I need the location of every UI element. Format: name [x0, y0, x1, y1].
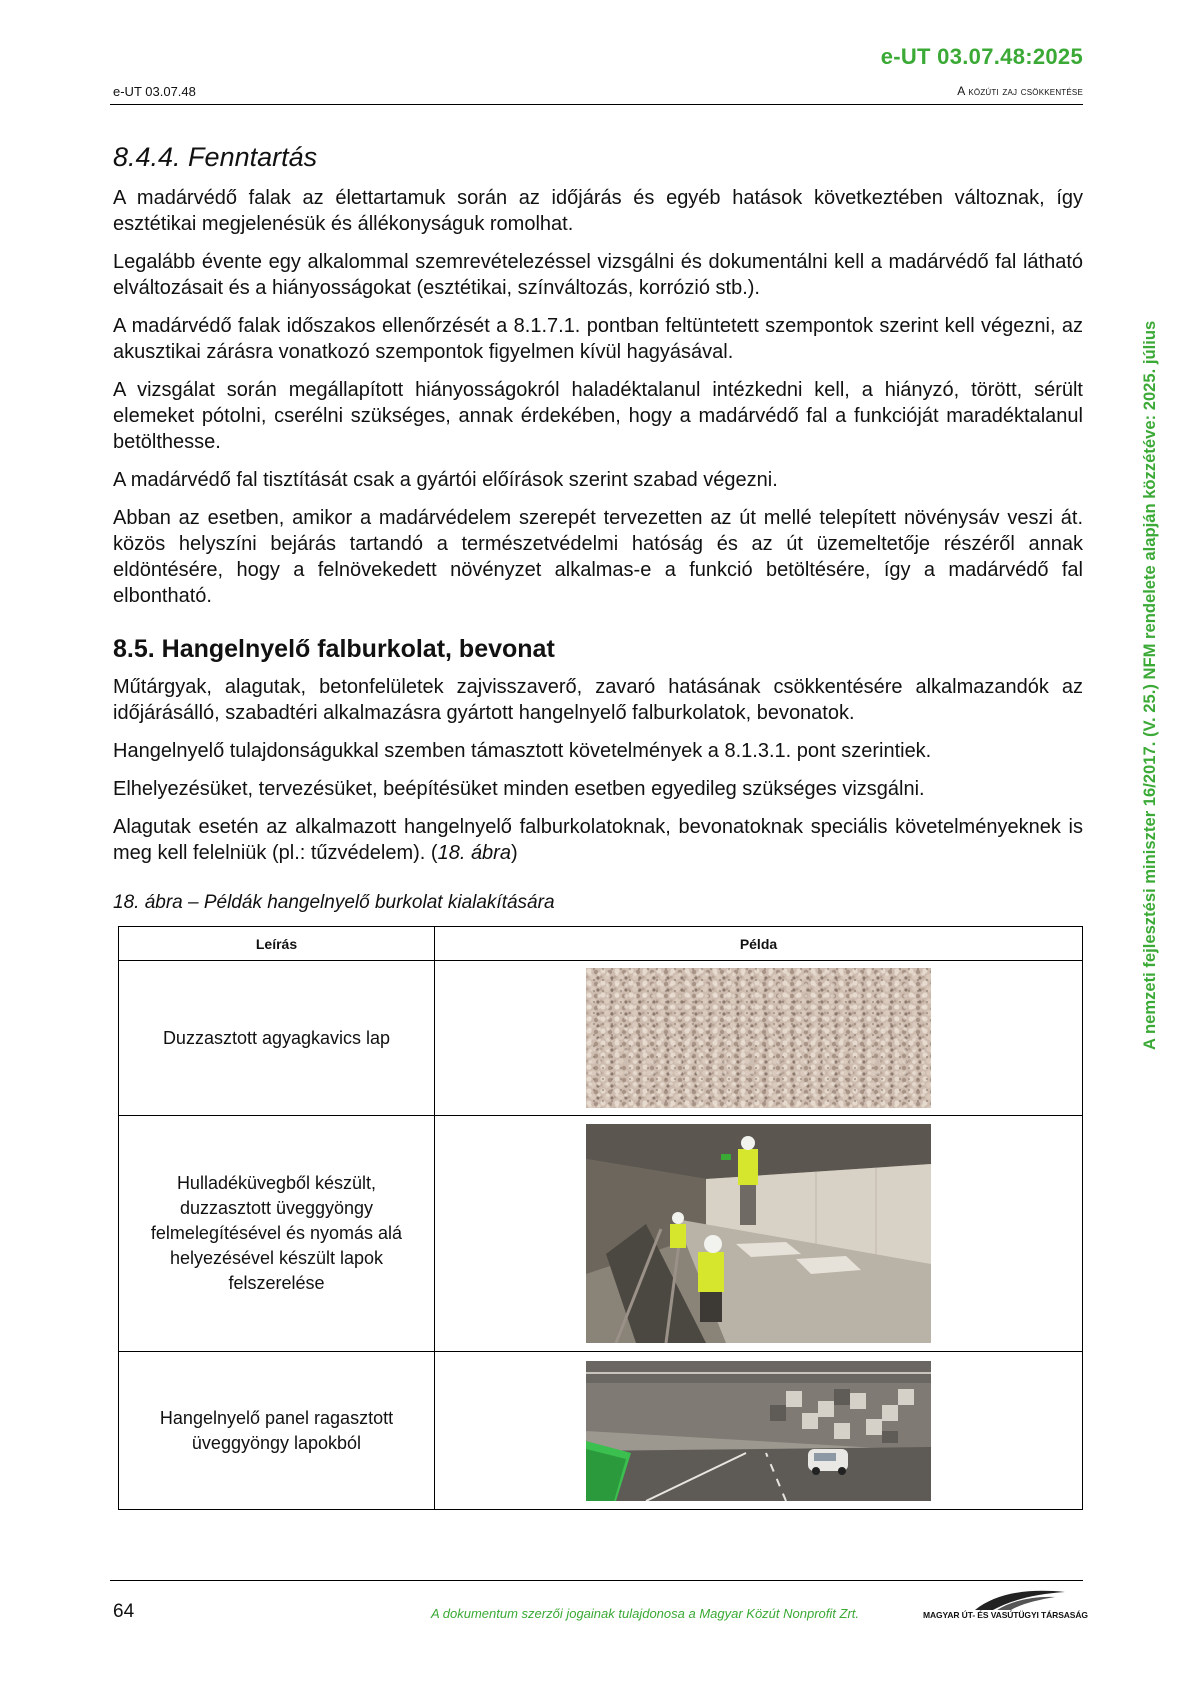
header-rule	[110, 104, 1083, 105]
paragraph-text: Alagutak esetén az alkalmazott hangelnyelő falburkolatoknak, bevonatoknak speciális követelményeknek is meg kell felelniük (pl.: tűzvédelem). (	[113, 816, 1083, 864]
section-8-4-4-heading: 8.4.4. Fenntartás	[113, 142, 318, 172]
page-content	[113, 140, 1083, 1510]
side-publication-note	[1135, 150, 1165, 1050]
table-header-row	[119, 927, 1083, 961]
section-8-5-heading: 8.5. Hangelnyelő falburkolat, bevonat	[113, 635, 555, 663]
row-description: Hangelnyelő panel ragasztott üveggyöngy lapokból	[119, 1352, 435, 1510]
paragraph: A madárvédő fal tisztítását csak a gyártói előírások szerint szabad végezni.	[113, 469, 778, 491]
table-row	[119, 1352, 1083, 1510]
footer-rule	[110, 1580, 1083, 1581]
row-example	[435, 1352, 1083, 1510]
logo-text: MAGYAR ÚT- ÉS VASÚTÜGYI TÁRSASÁG	[923, 1610, 1088, 1620]
table-row	[119, 1116, 1083, 1352]
header-right: A közúti zaj csökkentése	[957, 84, 1083, 98]
column-header-example: Példa	[435, 927, 1083, 961]
paragraph: A madárvédő falak időszakos ellenőrzését a 8.1.7.1. pontban feltüntetett szempontok szerint kell végezni, az akusztikai zárásra vonatkozó szempontok figyelmen kívül hagyásával.	[113, 315, 1083, 363]
paragraph: Elhelyezésüket, tervezésüket, beépítésüket minden esetben egyedileg szükséges vizsgálni.	[113, 778, 925, 800]
figure-caption: 18. ábra – Példák hangelnyelő burkolat kialakítására	[113, 892, 555, 913]
side-publication-note-text: A nemzeti fejlesztési miniszter 16/2017. (V. 25.) NFM rendelete alapján közzétéve: 2025. július	[1140, 320, 1159, 1050]
copyright-note: A dokumentum szerzői jogainak tulajdonosa a Magyar Közút Nonprofit Zrt.	[430, 1606, 859, 1621]
road-swoosh-icon	[915, 1588, 1095, 1612]
document-id: e-UT 03.07.48:2025	[880, 44, 1083, 69]
page-number: 64	[113, 1601, 135, 1622]
paragraph-end: )	[510, 842, 518, 864]
row-example	[435, 961, 1083, 1116]
road-tunnel-image	[586, 1361, 931, 1501]
column-header-description: Leírás	[119, 927, 435, 961]
paragraph: A madárvédő falak az élettartamuk során az időjárás és egyéb hatások következtében változnak, így esztétikai megjelenésük és állékonyságuk romolhat.	[113, 187, 1083, 235]
row-description: Hulladéküvegből készült, duzzasztott üveggyöngy felmelegítésével és nyomás alá helyezésével készült lapok felszerelése	[119, 1116, 435, 1352]
paragraph	[113, 814, 1083, 866]
tunnel-installation-photo	[586, 1124, 931, 1343]
figure-reference-link[interactable]: 18. ábra	[437, 842, 511, 864]
expanded-clay-gravel-photo	[586, 968, 931, 1108]
gravel-texture-image	[586, 968, 931, 1108]
paragraph: Hangelnyelő tulajdonságukkal szemben támasztott követelmények a 8.1.3.1. pont szerintiek.	[113, 740, 932, 762]
paragraph: Legalább évente egy alkalommal szemrevételezéssel vizsgálni és dokumentálni kell a madárvédő fal látható elváltozásait és a hiányosságokat (esztétikai, színváltozás, korrózió stb.).	[113, 251, 1083, 299]
road-tunnel-panels-photo	[586, 1361, 931, 1501]
row-description: Duzzasztott agyagkavics lap	[119, 961, 435, 1116]
paragraph: Abban az esetben, amikor a madárvédelem szerepét tervezetten az út mellé telepített növénysáv veszi át. közös helyszíni bejárás tartandó a természetvédelmi hatóság és az út üzemeltetője részéről annak eldöntésére, hogy a felnövekedett növényzet alkalmas-e a funkció betöltésére, így a madárvédő fal elbontható.	[113, 507, 1083, 607]
tunnel-installation-image	[586, 1124, 931, 1343]
table-row	[119, 961, 1083, 1116]
paragraph: A vizsgálat során megállapított hiányosságokról haladéktalanul intézkedni kell, a hiányzó, törött, sérült elemeket pótolni, cserélni szükséges, annak érdekében, hogy a madárvédő fal a funkcióját maradéktalanul betölthesse.	[113, 379, 1083, 453]
society-logo	[915, 1588, 1095, 1626]
header-left: e-UT 03.07.48	[113, 84, 196, 99]
row-example	[435, 1116, 1083, 1352]
paragraph: Műtárgyak, alagutak, betonfelületek zajvisszaverő, zavaró hatásának csökkentésére alkalmazandók az időjárásálló, szabadtéri alkalmazásra gyártott hangelnyelő falburkolatok, bevonatok.	[113, 676, 1083, 724]
examples-table	[118, 926, 1083, 1510]
